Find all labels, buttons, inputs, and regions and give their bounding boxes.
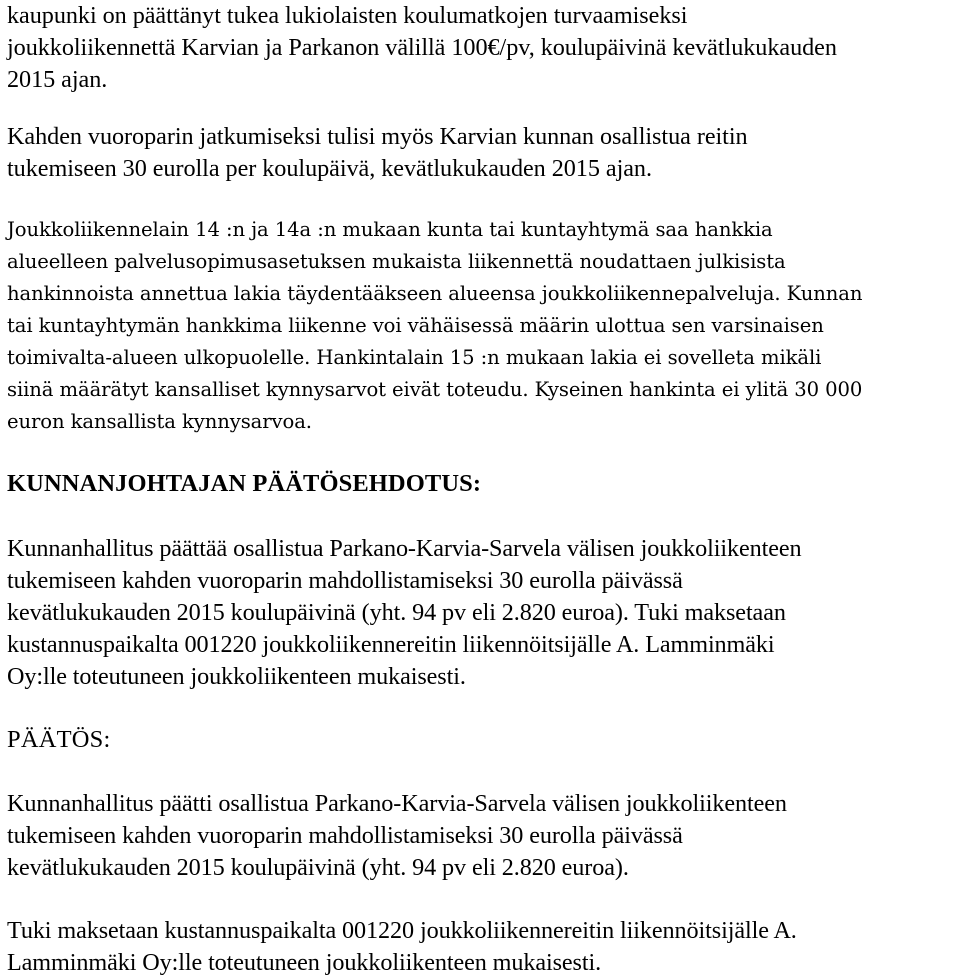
text-line: Tuki maksetaan kustannuspaikalta 001220 joukkoliikennereitin liikennöitsijälle A. — [7, 917, 797, 944]
paragraph-karvia-participation — [7, 121, 955, 185]
text-line: Kahden vuoroparin jatkumiseksi tulisi myös Karvian kunnan osallistua reitin — [7, 123, 748, 150]
heading-proposal: KUNNANJOHTAJAN PÄÄTÖSEHDOTUS: — [7, 470, 482, 497]
paragraph-proposal — [7, 533, 955, 693]
text-line: kevätlukukauden 2015 koulupäivinä (yht. 94 pv eli 2.820 euroa). — [7, 854, 629, 881]
text-line: toimivalta-alueen ulkopuolelle. Hankintalain 15 :n mukaan lakia ei sovelleta mikäli — [7, 346, 822, 369]
text-line: tukemiseen kahden vuoroparin mahdollistamiseksi 30 eurolla päivässä — [7, 567, 683, 594]
paragraph-city-support — [7, 0, 955, 96]
text-line: siinä määrätyt kansalliset kynnysarvot eivät toteudu. Kyseinen hankinta ei ylitä 30 000 — [7, 378, 863, 401]
text-line: Kunnanhallitus päättää osallistua Parkano-Karvia-Sarvela välisen joukkoliikenteen — [7, 535, 802, 562]
text-line: tukemiseen 30 eurolla per koulupäivä, kevätlukukauden 2015 ajan. — [7, 155, 652, 182]
paragraph-payment — [7, 915, 955, 979]
text-line: Kunnanhallitus päätti osallistua Parkano-Karvia-Sarvela välisen joukkoliikenteen — [7, 790, 787, 817]
text-line: kustannuspaikalta 001220 joukkoliikennereitin liikennöitsijälle A. Lamminmäki — [7, 631, 775, 658]
text-line: Oy:lle toteutuneen joukkoliikenteen mukaisesti. — [7, 663, 466, 690]
text-line: tai kuntayhtymän hankkima liikenne voi vähäisessä määrin ulottua sen varsinaisen — [7, 314, 824, 337]
text-line: alueelleen palvelusopimusasetuksen mukaista liikennettä noudattaen julkisista — [7, 250, 786, 273]
text-line: kevätlukukauden 2015 koulupäivinä (yht. 94 pv eli 2.820 euroa). Tuki maksetaan — [7, 599, 786, 626]
text-line: hankinnoista annettua lakia täydentääkseen alueensa joukkoliikennepalveluja. Kunnan — [7, 282, 863, 305]
paragraph-decision — [7, 788, 955, 884]
paragraph-legal-basis — [7, 214, 955, 438]
text-line: joukkoliikennettä Karvian ja Parkanon välillä 100€/pv, koulupäivinä kevätlukukauden — [7, 34, 837, 61]
text-line: 2015 ajan. — [7, 66, 108, 93]
text-line: Joukkoliikennelain 14 :n ja 14a :n mukaan kunta tai kuntayhtymä saa hankkia — [7, 218, 773, 241]
text-line: euron kansallista kynnysarvoa. — [7, 410, 312, 433]
heading-decision: PÄÄTÖS: — [7, 726, 111, 753]
text-line: Lamminmäki Oy:lle toteutuneen joukkoliikenteen mukaisesti. — [7, 949, 602, 976]
text-line: tukemiseen kahden vuoroparin mahdollistamiseksi 30 eurolla päivässä — [7, 822, 683, 849]
text-line: kaupunki on päättänyt tukea lukiolaisten koulumatkojen turvaamiseksi — [7, 2, 688, 29]
